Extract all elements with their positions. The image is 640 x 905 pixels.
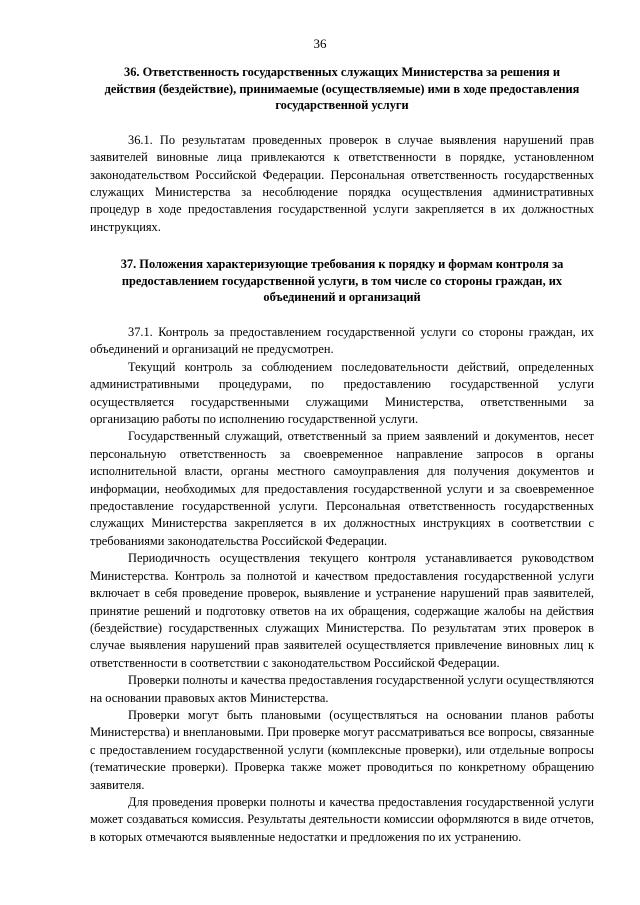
section-36-paragraph-1: 36.1. По результатам проведенных проверок в случае выявления нарушений прав заявителей виновные лица привлекаются к ответственности в порядке, установленном законодательством Российской Федерации. Персональная ответственность государственных служащих Министерства за несоблюдение порядка осуществления административных процедур в ходе предоставления государственной услуги закрепляется в их должностных инструкциях. <box>90 132 594 234</box>
section-37-paragraph-3: Государственный служащий, ответственный за прием заявлений и документов, несет персональную ответственность за своевременное направление запросов в органы исполнительной власти, органы местного самоуправления для получения документов и информации, необходимых для предоставления государственной услуги и за своевременное предоставление государственной услуги. Персональная ответственность государственных служащих Министерства закрепляется в их должностных инструкциях в соответствии с требованиями законодательства Российской Федерации. <box>90 429 594 548</box>
document-body <box>90 64 594 846</box>
section-37-paragraph-5: Проверки полноты и качества предоставления государственной услуги осуществляются на основании правовых актов Министерства. <box>90 673 594 705</box>
section-37-paragraph-4: Периодичность осуществления текущего контроля устанавливается руководством Министерства. Контроль за полнотой и качеством предоставления государственной услуги включает в себя проведение проверок, выявление и устранение нарушений прав заявителей, принятие решений и подготовку ответов на их обращения, содержащие жалобы на действия (бездействие) государственных служащих Министерства. По результатам этих проверок в случае выявления нарушений прав заявителей осуществляется привлечение виновных лиц к ответственности в соответствии с законодательством Российской Федерации. <box>90 551 594 670</box>
section-37-paragraph-1: 37.1. Контроль за предоставлением государственной услуги со стороны граждан, их объединений и организаций не предусмотрен. <box>90 325 594 357</box>
section-37-heading: 37. Положения характеризующие требования к порядку и формам контроля за предоставлением государственной услуги, в том числе со стороны граждан, их объединений и организаций <box>120 257 564 305</box>
section-37-paragraph-2: Текущий контроль за соблюдением последовательности действий, определенных административными процедурами, по предоставлению государственной услуги осуществляется государственными служащими Министерства, ответственными за организацию работы по исполнению государственной услуги. <box>90 359 594 427</box>
section-36-heading: 36. Ответственность государственных служащих Министерства за решения и действия (бездействие), принимаемые (осуществляемые) ими в ходе предоставления государственной услуги <box>104 65 580 113</box>
page-number: 36 <box>313 36 327 51</box>
section-37-paragraph-6: Проверки могут быть плановыми (осуществляться на основании планов работы Министерства) и внеплановыми. При проверке могут рассматриваться все вопросы, связанные с предоставлением государственной услуги (комплексные проверки), или отдельные вопросы (тематические проверки). Проверка также может проводиться по конкретному обращению заявителя. <box>90 707 594 792</box>
section-37-paragraph-7: Для проведения проверки полноты и качества предоставления государственной услуги может создаваться комиссия. Результаты деятельности комиссии оформляются в виде отчетов, в которых отмечаются выявленные недостатки и предложения по их устранению. <box>90 794 594 844</box>
